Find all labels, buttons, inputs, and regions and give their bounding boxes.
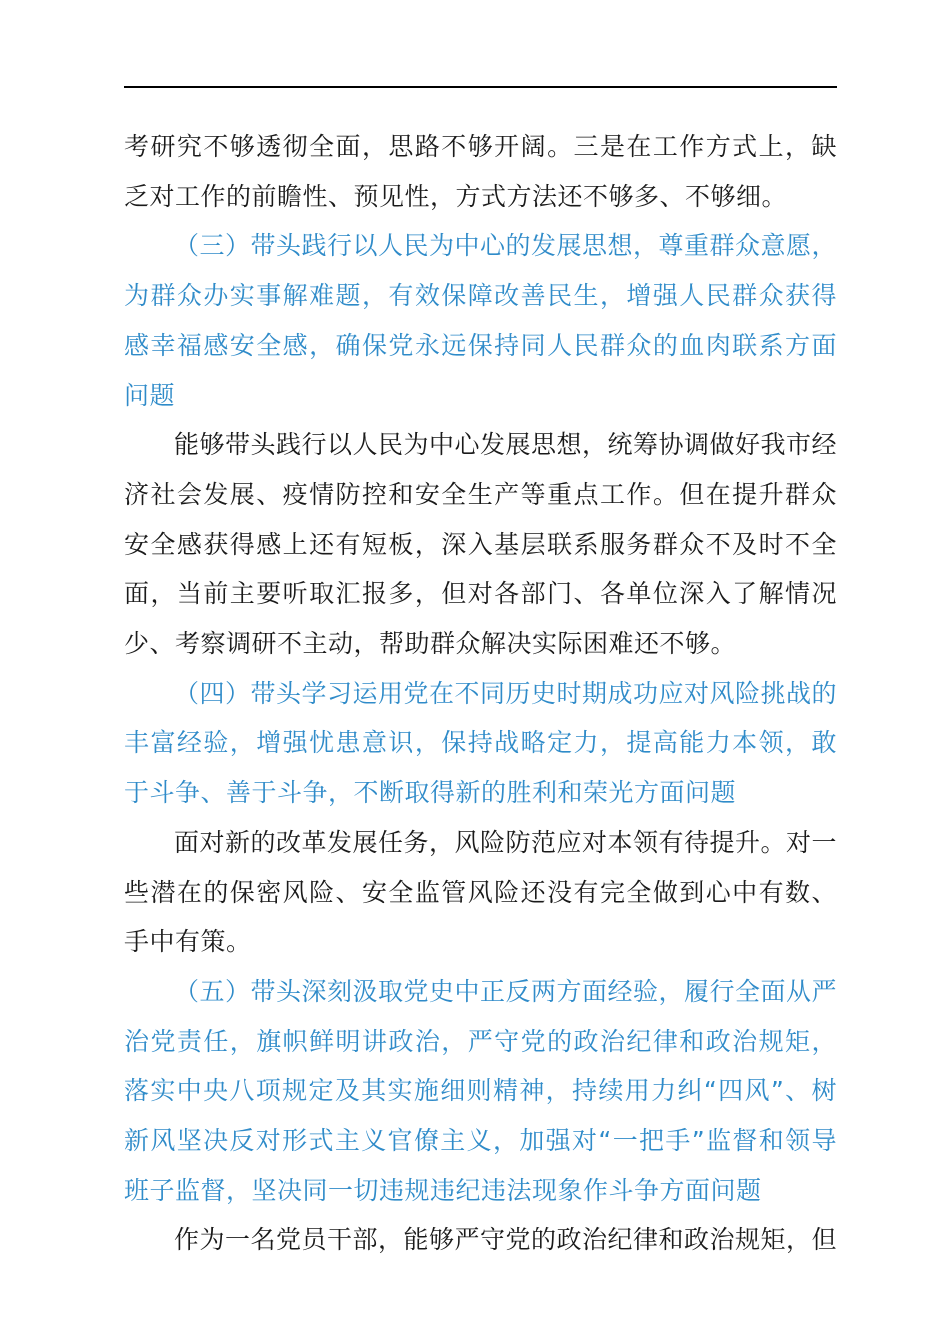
header-rule [124,86,837,88]
body-paragraph-2: 能够带头践行以人民为中心发展思想，统筹协调做好我市经济社会发展、疫情防控和安全生产等重点工作。但在提升群众安全感获得感上还有短板，深入基层联系服务群众不及时不全面，当前主要听取汇报多，但对各部门、各单位深入了解情况少、考察调研不主动，帮助群众解决实际困难还不够。 [124,430,838,659]
document-body [124,122,837,1265]
section-heading-5: （五）带头深刻汲取党史中正反两方面经验，履行全面从严治党责任，旗帜鲜明讲政治，严守党的政治纪律和政治规矩，落实中央八项规定及其实施细则精神，持续用力纠“四风”、树新风坚决反对形式主义官僚主义，加强对“一把手”监督和领导班子监督，坚决同一切违规违纪违法现象作斗争方面问题 [124,976,838,1205]
body-paragraph-3: 面对新的改革发展任务，风险防范应对本领有待提升。对一些潜在的保密风险、安全监管风险还没有完全做到心中有数、手中有策。 [124,827,838,957]
body-paragraph-4: 作为一名党员干部，能够严守党的政治纪律和政治规矩，但 [174,1225,838,1255]
body-paragraph-1: 考研究不够透彻全面，思路不够开阔。三是在工作方式上，缺乏对工作的前瞻性、预见性，方式方法还不够多、不够细。 [124,132,837,211]
section-heading-4: （四）带头学习运用党在不同历史时期成功应对风险挑战的丰富经验，增强忧患意识，保持战略定力，提高能力本领，敢于斗争、善于斗争，不断取得新的胜利和荣光方面问题 [124,678,838,808]
section-heading-3: （三）带头践行以人民为中心的发展思想，尊重群众意愿，为群众办实事解难题，有效保障改善民生，增强人民群众获得感幸福感安全感，确保党永远保持同人民群众的血肉联系方面问题 [124,231,838,410]
